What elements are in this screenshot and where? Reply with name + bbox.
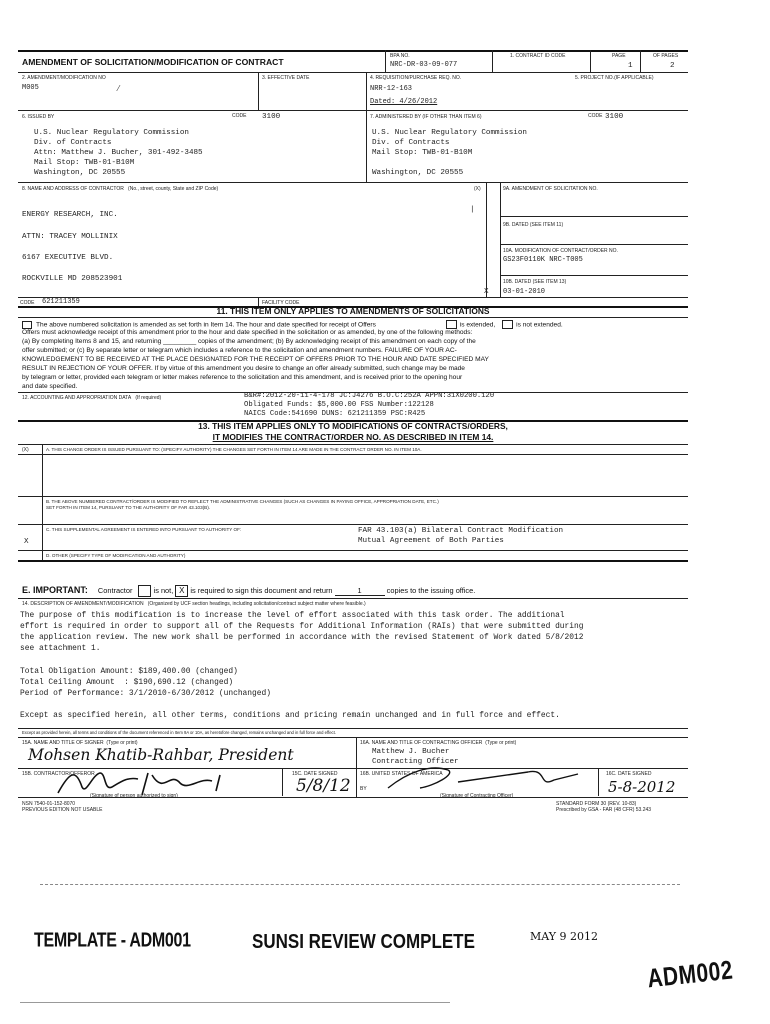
item13-title-2: IT MODIFIES THE CONTRACT/ORDER NO. AS DESCRIBED IN ITEM 14. xyxy=(212,432,494,442)
standard-form-label: STANDARD FORM 30 (REV. 10-83) xyxy=(556,801,637,807)
contractor-offeror-label: 15B. CONTRACTOR/OFFEROR xyxy=(22,771,95,777)
contractor-line-2: ATTN: TRACEY MOLLINIX xyxy=(22,233,118,241)
item13-d: D. OTHER (SPECIFY TYPE OF MODIFICATION AND AUTHORITY) xyxy=(46,553,186,558)
admin-code-value: 3100 xyxy=(605,113,624,121)
page-label: PAGE xyxy=(612,53,626,59)
extended-label: is extended, xyxy=(459,321,496,329)
co-name-line-2: Contracting Officer xyxy=(372,758,459,766)
vertical-bar-mark: | xyxy=(470,206,475,214)
signer-name-label: 15A. NAME AND TITLE OF SIGNER (Type or print) xyxy=(22,740,138,746)
requisition-value: NRR-12-163 xyxy=(370,85,413,93)
admin-line-5: Washington, DC 20555 xyxy=(372,169,464,177)
pen-mark-icon: ⁄ xyxy=(118,84,120,93)
requisition-dated: Dated: 4/26/2012 xyxy=(370,98,438,106)
admin-line-2: Div. of Contracts xyxy=(372,139,450,147)
is-required-checkbox[interactable]: X xyxy=(175,585,188,597)
item11-line1: The above numbered solicitation is amended as set forth in Item 14. The hour and date specified for receipt of Offers is extended, is not extended. xyxy=(22,320,686,330)
of-pages-value: 2 xyxy=(670,62,675,70)
admin-line-1: U.S. Nuclear Regulatory Commission xyxy=(372,129,527,137)
item11-checkbox[interactable] xyxy=(22,321,32,329)
co-signature-sub: (Signature of Contracting Officer) xyxy=(440,793,514,799)
project-no-label: 5. PROJECT NO.(IF APPLICABLE) xyxy=(575,75,654,81)
contractor-x-mark: X xyxy=(484,288,489,296)
usa-label: 16B. UNITED STATES OF AMERICA xyxy=(360,771,443,777)
extended-checkbox[interactable] xyxy=(446,320,457,329)
item13-x-col: (X) xyxy=(22,447,29,453)
important-label: E. IMPORTANT: xyxy=(22,585,88,595)
contractor-label: 8. NAME AND ADDRESS OF CONTRACTOR (No., street, county, State and ZIP Code) xyxy=(22,186,219,192)
item13-c: C. THIS SUPPLEMENTAL AGREEMENT IS ENTERED INTO PURSUANT TO AUTHORITY OF: xyxy=(46,527,242,532)
item14-line-10: Except as specified herein, all other terms, conditions and pricing remain unchanged and in full force and effect. xyxy=(20,711,560,720)
page-value: 1 xyxy=(628,62,633,70)
mod-10a-value: GS23F0110K NRC-T005 xyxy=(503,256,583,264)
item14-label: 14. DESCRIPTION OF AMENDMENT/MODIFICATION (Organized by UCF section headings, including solicitation/contract subject matter where feasible.) xyxy=(22,601,366,607)
item11-line-4: offer submitted; or (c) By separate letter or telegram which includes a reference to the solicitation and amendment numbers. FAILURE OF YOUR AC- xyxy=(22,347,457,354)
issued-line-5: Washington, DC 20555 xyxy=(34,169,126,177)
footer-separator-line xyxy=(40,884,680,885)
co-signature-icon xyxy=(378,762,588,794)
signer-name-value: Mohsen Khatib-Rahbar, President xyxy=(28,746,294,764)
dated-10b-value: 03-01-2010 xyxy=(503,288,546,296)
usa-by-label: BY xyxy=(360,786,367,792)
accounting-line-2: Obligated Funds: $5,000.00 FSS Number:122128 xyxy=(244,401,434,409)
oo-mark: (X) xyxy=(474,186,481,192)
item13-c-mark: X xyxy=(24,538,29,546)
item11-title: 11. THIS ITEM ONLY APPLIES TO AMENDMENTS OF SOLICITATIONS xyxy=(216,306,490,316)
item11-line-2: Offers must acknowledge receipt of this amendment prior to the hour and date specified in the solicitation or as amended, by one of the following methods: xyxy=(22,329,473,336)
nsn-label: NSN 7540-01-152-8070 xyxy=(22,801,76,807)
sunsi-stamp: SUNSI REVIEW COMPLETE xyxy=(252,930,475,953)
date-signed-15c-label: 15C. DATE SIGNED xyxy=(292,771,338,777)
bottom-separator-line xyxy=(20,1002,450,1003)
administered-by-label: 7. ADMINISTERED BY (IF OTHER THAN ITEM 6) xyxy=(370,114,482,120)
copies-value: 1 xyxy=(335,586,385,596)
mod-10a-label: 10A. MODIFICATION OF CONTRACT/ORDER NO. xyxy=(503,248,618,254)
item11-line-7: by telegram or letter, provided each telegram or letter makes reference to the solicitation and this amendment, and is received prior to the opening hour xyxy=(22,374,463,381)
admin-line-3: Mail Stop: TWB-01-B10M xyxy=(372,149,473,157)
prescribed-label: Prescribed by GSA - FAR (48 CFR) 53.243 xyxy=(556,807,652,813)
contractor-line-1: ENERGY RESEARCH, INC. xyxy=(22,211,118,219)
issued-by-label: 6. ISSUED BY xyxy=(22,114,55,120)
item13-c-value-1: FAR 43.103(a) Bilateral Contract Modification xyxy=(358,527,564,535)
amendment-no-label: 2. AMENDMENT/MODIFICATION NO xyxy=(22,75,106,81)
bpa-value: NRC-DR-03-09-077 xyxy=(390,61,458,69)
item11-line-6: RESULT IN REJECTION OF YOUR OFFER. If by virtue of this amendment you desire to change an offer already submitted, such change may be made xyxy=(22,365,465,372)
contractor-line-4: ROCKVILLE MD 208523901 xyxy=(22,275,123,283)
accounting-line-1: B&R#:2012-20-11-4-178 JC:J4276 B.O.C:252A APPN:31X0200.120 xyxy=(244,392,495,400)
date-stamp: MAY 9 2012 xyxy=(530,930,599,943)
is-not-checkbox[interactable] xyxy=(138,585,151,597)
contractor-code-label: CODE xyxy=(20,300,35,306)
item13-a: A. THIS CHANGE ORDER IS ISSUED PURSUANT TO: (SPECIFY AUTHORITY) THE CHANGES SET FORTH IN ITEM 14 ARE MADE IN THE CONTRACT ORDER NO. IN ITEM 10A. xyxy=(46,447,422,452)
item14-line-1: The purpose of this modification is to increase the level of effort associated with this task order. The additional xyxy=(20,611,565,620)
date-signed-16c-value: 5-8-2012 xyxy=(608,778,676,796)
date-signed-16c-label: 16C. DATE SIGNED xyxy=(606,771,652,777)
adm002-stamp: ADM002 xyxy=(646,956,735,994)
issued-line-4: Mail Stop: TWB-01-B10M xyxy=(34,159,135,167)
issued-line-2: Div. of Contracts xyxy=(34,139,112,147)
contractor-code-value: 621211359 xyxy=(42,298,80,306)
contract-id-code-label: 1. CONTRACT ID CODE xyxy=(510,53,566,59)
is-not-label: is not, xyxy=(153,586,174,595)
issued-line-3: Attn: Matthew J. Bucher, 301-492-3485 xyxy=(34,149,203,157)
item14-line-6: Total Obligation Amount: $189,400.00 (changed) xyxy=(20,667,238,676)
not-extended-checkbox[interactable] xyxy=(502,320,513,329)
item11-line-8: and date specified. xyxy=(22,383,78,390)
form-title: AMENDMENT OF SOLICITATION/MODIFICATION OF CONTRACT xyxy=(22,57,284,67)
requisition-label: 4. REQUISITION/PURCHASE REQ. NO. xyxy=(370,75,462,81)
item13-c-value-2: Mutual Agreement of Both Parties xyxy=(358,537,504,545)
dated-10b-label: 10B. DATED (SEE ITEM 13) xyxy=(503,279,567,285)
of-pages-label: OF PAGES xyxy=(653,53,679,59)
effective-date-label: 3. EFFECTIVE DATE xyxy=(262,75,310,81)
copies-tail: copies to the issuing office. xyxy=(386,586,476,595)
item14-line-2: effort is required in order to support all of the Requests for Additional Information (RAIs) that were submitted during xyxy=(20,622,584,631)
item11-line-5: KNOWLEDGEMENT TO BE RECEIVED AT THE PLACE DESIGNATED FOR THE RECEIPT OF OFFERS PRIOR TO THE HOUR AND DATE SPECIFIED MAY xyxy=(22,356,489,363)
co-name-line-1: Matthew J. Bucher xyxy=(372,748,450,756)
issued-code-value: 3100 xyxy=(262,113,281,121)
admin-code-label: CODE xyxy=(588,113,603,119)
item13-title-1: 13. THIS ITEM APPLIES ONLY TO MODIFICATIONS OF CONTRACTS/ORDERS, xyxy=(198,421,508,431)
item14-line-8: Period of Performance: 3/1/2010-6/30/2012 (unchanged) xyxy=(20,689,271,698)
important-contractor: Contractor xyxy=(97,586,133,595)
not-extended-label: is not extended. xyxy=(516,321,563,329)
accounting-label: 12. ACCOUNTING AND APPROPRIATION DATA (If required) xyxy=(22,395,162,401)
bpa-label: BPA NO. xyxy=(390,53,410,59)
dated-9b-label: 9B. DATED (SEE ITEM 11) xyxy=(503,222,564,228)
issued-code-label: CODE xyxy=(232,113,247,119)
is-required-label: is required to sign this document and return xyxy=(190,586,333,595)
previous-edition-label: PREVIOUS EDITION NOT USABLE xyxy=(22,807,103,813)
co-name-label: 16A. NAME AND TITLE OF CONTRACTING OFFICER (Type or print) xyxy=(360,740,517,746)
item14-line-4: see attachment 1. xyxy=(20,644,101,653)
accounting-line-3: NAICS Code:541690 DUNS: 621211359 PSC:R425 xyxy=(244,410,426,418)
form-top-border xyxy=(18,50,688,52)
item11-line-3: (a) By completing Items 8 and 15, and returning _________ copies of the amendment; (b) By acknowledging receipt of this amendment on each copy of the xyxy=(22,338,476,345)
item14-line-7: Total Ceiling Amount : $190,690.12 (changed) xyxy=(20,678,234,687)
date-signed-15c-value: 5/8/12 xyxy=(296,776,351,796)
item14-line-3: the application review. The new work shall be performed in accordance with the revised Statement of Work dated 5/8/2012 xyxy=(20,633,584,642)
amendment-no-value: M005 xyxy=(22,84,39,92)
item13-b1: B. THE ABOVE NUMBERED CONTRACT/ORDER IS MODIFIED TO REFLECT THE ADMINISTRATIVE CHANGES (SUCH AS CHANGES IN PAYING OFFICE, APPROPRIATION DATE, ETC.) xyxy=(46,499,439,504)
amend-sol-label: 9A. AMENDMENT OF SOLICITATION NO. xyxy=(503,186,598,192)
facility-code-label: FACILITY CODE xyxy=(262,300,300,306)
contractor-signature-sub: (Signature of person authorized to sign) xyxy=(90,793,178,799)
template-stamp: TEMPLATE - ADM001 xyxy=(34,930,191,952)
important-row xyxy=(22,585,475,597)
issued-line-1: U.S. Nuclear Regulatory Commission xyxy=(34,129,189,137)
contractor-line-3: 6167 EXECUTIVE BLVD. xyxy=(22,254,114,262)
item13-b2: SET FORTH IN ITEM 14, PURSUANT TO THE AUTHORITY OF FAR 43.103(B). xyxy=(46,505,211,510)
item14-footnote: Except as provided herein, all terms and conditions of the document referenced in Item 9A or 10A, as heretofore changed, remains unchanged and in full force and effect. xyxy=(22,730,336,735)
